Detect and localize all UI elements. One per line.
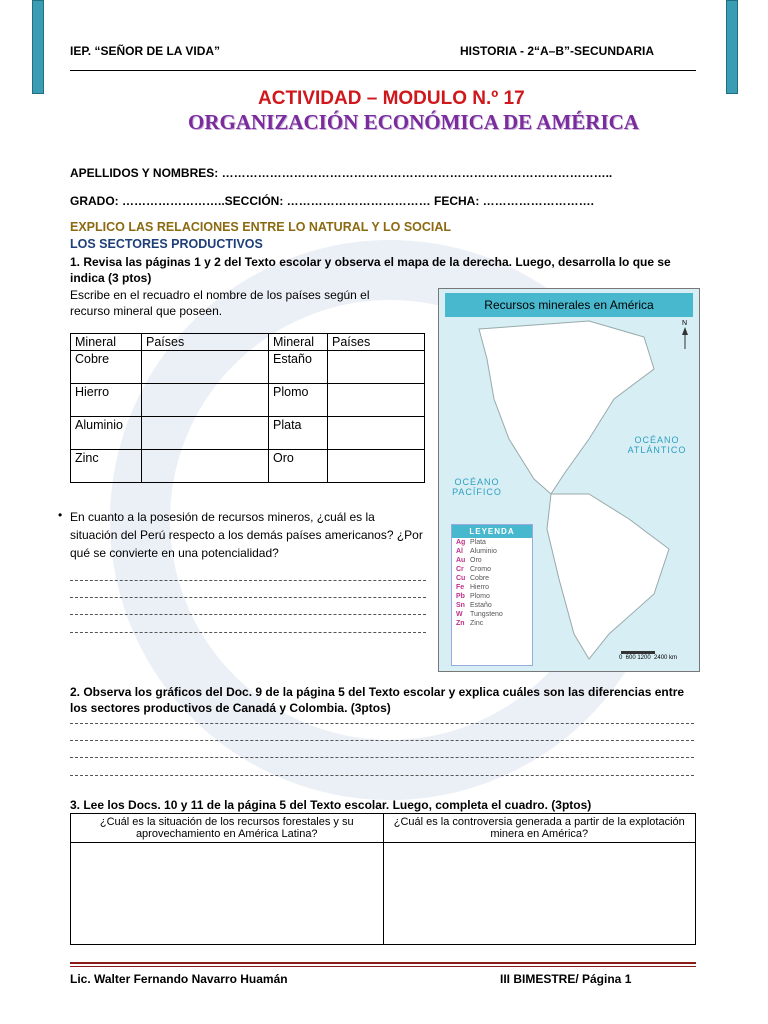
answer-line[interactable] bbox=[70, 632, 426, 633]
countries-cell[interactable] bbox=[328, 351, 425, 384]
pacific-ocean-label: OCÉANO PACÍFICO bbox=[452, 477, 502, 497]
table-header: Países bbox=[142, 334, 269, 351]
mineral-cell: Hierro bbox=[71, 384, 142, 417]
subject-title: ORGANIZACIÓN ECONÓMICA DE AMÉRICA bbox=[188, 110, 639, 134]
answer-line[interactable] bbox=[70, 597, 426, 598]
left-edge-bar bbox=[32, 0, 44, 94]
question-3-table bbox=[70, 813, 696, 945]
countries-cell[interactable] bbox=[328, 417, 425, 450]
countries-cell[interactable] bbox=[142, 450, 269, 483]
mineral-cell: Aluminio bbox=[71, 417, 142, 450]
mineral-cell: Zinc bbox=[71, 450, 142, 483]
course-name: HISTORIA - 2“A–B”-SECUNDARIA bbox=[460, 44, 655, 58]
legend-title: LEYENDA bbox=[452, 525, 532, 538]
minerals-map bbox=[438, 288, 700, 672]
countries-cell[interactable] bbox=[142, 384, 269, 417]
answer-line[interactable] bbox=[70, 775, 694, 776]
table-header: ¿Cuál es la controversia generada a partir de la explotación minera en América? bbox=[383, 814, 696, 843]
grade-section-date-field[interactable]: GRADO: ……………………..SECCIÓN: ……………………………… FECHA: ………………………. bbox=[70, 194, 594, 208]
question-1-instruction: Escribe en el recuadro el nombre de los países según el recurso mineral que poseen. bbox=[70, 288, 370, 318]
answer-line[interactable] bbox=[70, 740, 694, 741]
names-field[interactable]: APELLIDOS Y NOMBRES: …………………………………………………………………………………….. bbox=[70, 166, 613, 180]
table-header: Mineral bbox=[71, 334, 142, 351]
answer-line[interactable] bbox=[70, 757, 694, 758]
mineral-cell: Plata bbox=[269, 417, 328, 450]
footer-rule bbox=[70, 962, 696, 964]
mineral-cell: Oro bbox=[269, 450, 328, 483]
answer-line[interactable] bbox=[70, 614, 426, 615]
right-edge-bar bbox=[726, 0, 738, 94]
question-2: 2. Observa los gráficos del Doc. 9 de la página 5 del Texto escolar y explica cuáles son las diferencias entre los sectores productivos de Canadá y Colombia. (3ptos) bbox=[70, 685, 685, 715]
footer-page: III BIMESTRE/ Página 1 bbox=[500, 972, 632, 986]
bullet-icon: • bbox=[58, 508, 63, 522]
table-header: Mineral bbox=[269, 334, 328, 351]
answer-line[interactable] bbox=[70, 723, 694, 724]
answer-cell[interactable] bbox=[71, 843, 384, 945]
mineral-cell: Plomo bbox=[269, 384, 328, 417]
question-1: 1. Revisa las páginas 1 y 2 del Texto escolar y observa el mapa de la derecha. Luego, desarrolla lo que se indica (3 ptos) bbox=[70, 255, 671, 285]
table-header: Países bbox=[328, 334, 425, 351]
section-heading: EXPLICO LAS RELACIONES ENTRE LO NATURAL Y LO SOCIAL bbox=[70, 220, 452, 234]
countries-cell[interactable] bbox=[328, 450, 425, 483]
footer-rule-thin bbox=[70, 966, 696, 967]
activity-title: ACTIVIDAD – MODULO N.º 17 bbox=[258, 88, 525, 109]
map-title: Recursos minerales en América bbox=[445, 293, 693, 317]
answer-cell[interactable] bbox=[383, 843, 696, 945]
countries-cell[interactable] bbox=[142, 417, 269, 450]
mineral-cell: Estaño bbox=[269, 351, 328, 384]
header-rule bbox=[70, 70, 696, 71]
mineral-cell: Cobre bbox=[71, 351, 142, 384]
answer-line[interactable] bbox=[70, 580, 426, 581]
bullet-question: En cuanto a la posesión de recursos mineros, ¿cuál es la situación del Perú respecto a los demás países americanos? ¿Por qué se convierte en una potencialidad? bbox=[70, 510, 423, 560]
atlantic-ocean-label: OCÉANO ATLÁNTICO bbox=[627, 435, 687, 455]
table-header: ¿Cuál es la situación de los recursos forestales y su aprovechamiento en América Latina? bbox=[71, 814, 384, 843]
north-arrow-label: N bbox=[682, 320, 688, 327]
map-legend: LEYENDA Ag Plata Al Aluminio Au Oro Cr Cromo Cu Cobre Fe Hierro Pb Plomo Sn Estaño W Tungsteno Zn Zinc bbox=[451, 524, 533, 666]
question-3: 3. Lee los Docs. 10 y 11 de la página 5 del Texto escolar. Luego, completa el cuadro. (3ptos) bbox=[70, 798, 592, 812]
footer-author: Lic. Walter Fernando Navarro Huamán bbox=[70, 972, 288, 986]
map-scale: 0 600 1200 2400 km bbox=[619, 655, 678, 661]
school-name: IEP. “SEÑOR DE LA VIDA” bbox=[70, 44, 221, 58]
countries-cell[interactable] bbox=[142, 351, 269, 384]
mineral-table bbox=[70, 333, 425, 483]
countries-cell[interactable] bbox=[328, 384, 425, 417]
subsection-heading: LOS SECTORES PRODUCTIVOS bbox=[70, 237, 263, 251]
